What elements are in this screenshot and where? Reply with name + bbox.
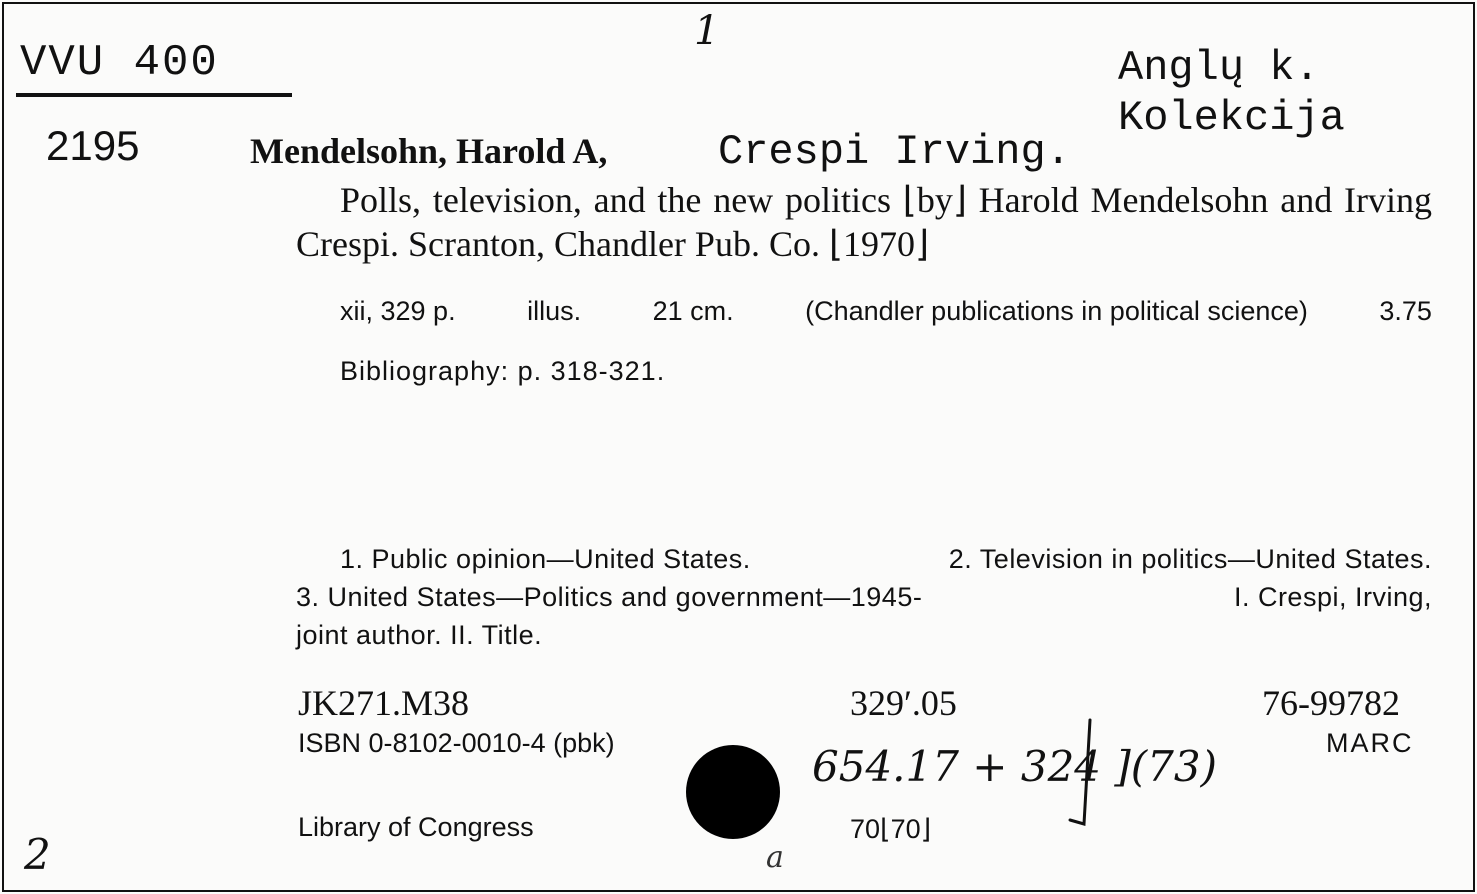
tracing-3: 3. United States—Politics and government—1945- (296, 582, 923, 612)
marc-label: MARC (1326, 728, 1414, 758)
tracing-added-entry: I. Crespi, Irving, (1233, 582, 1432, 612)
main-entry-author: Mendelsohn, Harold A, (250, 131, 608, 171)
handwritten-numbers: 654.17 + 324 ](73) (812, 742, 1217, 791)
subject-tracings (296, 540, 1432, 654)
accession-number: 2195 (46, 122, 140, 169)
typed-coauthor-addition: Crespi Irving. (718, 128, 1071, 176)
handwritten-letter: a (766, 840, 784, 875)
collation-line (340, 296, 1432, 327)
dewey-classification: 329′.05 (850, 683, 957, 723)
title-statement: Polls, television, and the new politics ⌊by⌋ Harold Mendelsohn and Irving Crespi. Scranton, Chandler Pub. Co. ⌊1970⌋ (296, 180, 1432, 264)
call-number-underline (16, 93, 292, 97)
collation-illus: illus. (527, 296, 582, 326)
tracing-2: 2. Television in politics—United States. (948, 544, 1432, 574)
collation-pages: xii, 329 p. (340, 296, 456, 326)
price: 3.75 (1379, 296, 1432, 326)
tracing-4: joint author. II. Title. (296, 620, 543, 650)
call-number: VVU 400 (20, 38, 219, 88)
collection-label-line-1: Anglų k. (1118, 44, 1320, 92)
collection-label-line-2: Kolekcija (1118, 94, 1345, 142)
lc-classification: JK271.M38 (298, 683, 470, 723)
punch-hole (686, 745, 780, 839)
library-of-congress: Library of Congress (298, 812, 534, 842)
collation-size: 21 cm. (652, 296, 734, 326)
lccn: 76-99782 (1262, 683, 1400, 723)
handwritten-card-number: 1 (694, 8, 720, 54)
print-code: 70⌊70⌋ (850, 814, 932, 844)
tracing-1: 1. Public opinion—United States. (340, 544, 751, 574)
handwritten-bracket-mark (1060, 716, 1100, 836)
bibliography-note: Bibliography: p. 318-321. (340, 356, 666, 386)
series-statement: (Chandler publications in political science) (805, 296, 1308, 326)
isbn: ISBN 0-8102-0010-4 (pbk) (298, 728, 615, 758)
handwritten-margin-number: 2 (24, 830, 51, 879)
